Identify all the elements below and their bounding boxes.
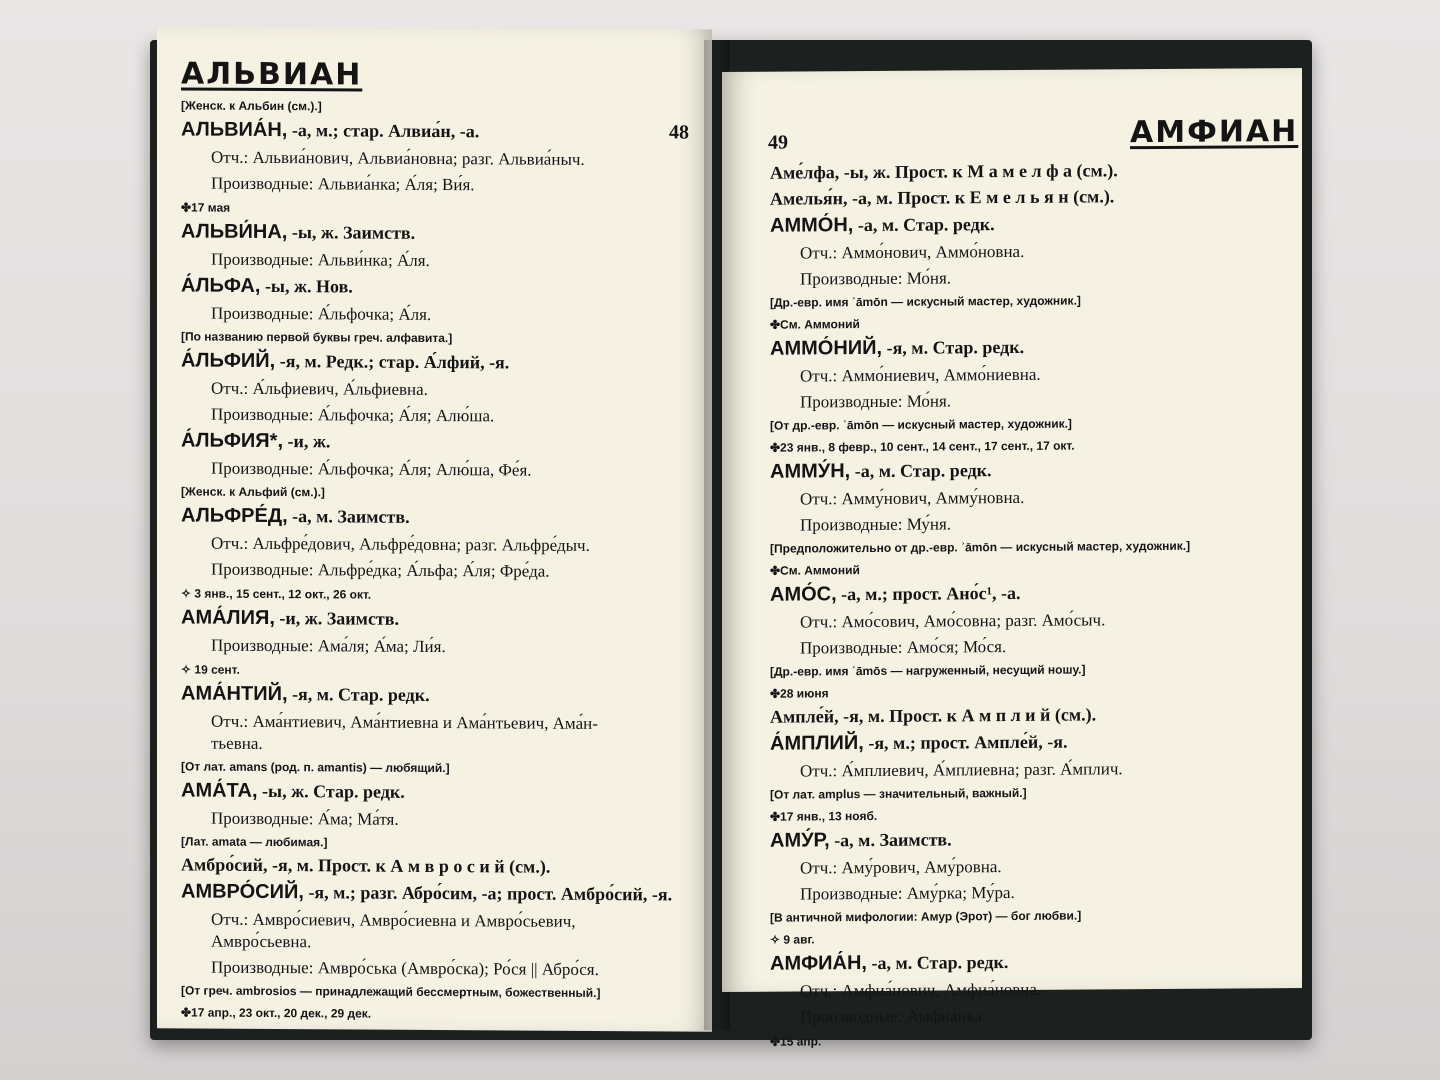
entry-detail-line: Производные: А́льфочка; А́ля; Алю́ша, Фе́я. xyxy=(211,458,532,480)
entry-detail-line: Производные: Альфре́дка; А́льфа; А́ля; Фре́да. xyxy=(211,559,550,581)
entry-grammar: -ы, ж. Стар. редк. xyxy=(257,780,405,802)
cross-reference-entry: Амбро́сий, -я, м. Прост. к А м в р о с и й (см.). xyxy=(181,854,551,877)
entry-grammar: -а, м.; стар. Алвиа́н, -а. xyxy=(287,120,480,142)
entry-headword-line xyxy=(181,430,701,453)
cross-reference-entry: Ампле́й, -я, м. Прост. к А м п л и й (см.). xyxy=(770,704,1097,727)
entry-grammar: -я, м.; разг. Абро́сим, -а; прост. Амбро́сий, -я. xyxy=(303,882,673,905)
cross-reference-entry: Амелья́н, -а, м. Прост. к Е м е л ь я н (см.). xyxy=(770,186,1115,209)
etymology-note: [Др.-евр. имя ʿāmōs — нагруженный, несущий ношу.] xyxy=(770,662,1086,679)
entry-grammar: -я, м. Стар. редк. xyxy=(882,336,1025,358)
entry-headword-line xyxy=(181,221,701,244)
cross-reference-entry: Аме́лфа, -ы, ж. Прост. к М а м е л ф а (см.). xyxy=(770,160,1118,183)
right-page-entries xyxy=(770,152,1290,1048)
entry-headword: АМА́ТА, xyxy=(181,779,258,802)
entry-detail-line: Производные: Аму́рка; Му́ра. xyxy=(800,882,1015,904)
entry-detail-line: Производные: Мо́ня. xyxy=(800,391,952,412)
right-page xyxy=(722,68,1302,1049)
etymology-note: [От лат. amans (род. п. amantis) — любящий.] xyxy=(181,759,450,776)
running-head-left: АЛЬВИАН xyxy=(181,56,363,93)
entry-detail-line: Отч.: Амфиа́нович, Амфиа́новна. xyxy=(800,979,1042,1001)
entry-grammar: -а, м. Стар. редк. xyxy=(867,952,1009,974)
name-day-dates: ✤23 янв., 8 февр., 10 сент., 14 сент., 17 сент., 17 окт. xyxy=(770,438,1075,455)
entry-detail-line: Отч.: Аммо́нович, Аммо́новна. xyxy=(800,241,1025,263)
entry-headword-line xyxy=(181,275,701,298)
name-day-dates: ✤28 июня xyxy=(770,686,829,701)
name-day-dates: ✤17 мая xyxy=(181,200,231,215)
entry-detail-line: Отч.: Амвро́сиевич, Амвро́сиевна и Амвро́сьевич, xyxy=(211,909,576,931)
entry-detail-line: Отч.: А́льфиевич, А́льфиевна. xyxy=(211,378,428,399)
etymology-note: [От лат. amplus — значительный, важный.] xyxy=(770,785,1027,802)
entry-detail-line: Производные: Амфиа́нка. xyxy=(800,1006,987,1027)
entry-detail-line: Отч.: Амму́нович, Амму́новна. xyxy=(800,487,1025,509)
entry-headword: АЛЬФРЕ́Д, xyxy=(181,504,288,528)
etymology-note: [Женск. к Альфий (см.).] xyxy=(181,484,325,500)
entry-grammar: -и, ж. Заимств. xyxy=(274,608,399,629)
entry-detail-line: Отч.: Амо́сович, Амо́совна; разг. Амо́сыч. xyxy=(800,610,1106,632)
entry-headword-line xyxy=(770,827,1290,851)
name-day-dates: ✧ 3 янв., 15 сент., 12 окт., 26 окт. xyxy=(181,586,372,602)
left-page-entries xyxy=(181,90,701,1021)
entry-grammar: -ы, ж. Заимств. xyxy=(287,222,416,243)
entry-grammar: -ы, ж. Нов. xyxy=(260,275,353,297)
entry-detail-line: Производные: Альвиа́нка; А́ля; Ви́я. xyxy=(211,173,475,195)
entry-headword-line xyxy=(181,119,701,142)
entry-headword-line xyxy=(770,212,1290,236)
entry-headword: АМФИА́Н, xyxy=(770,952,867,975)
etymology-note: [По названию первой буквы греч. алфавита.] xyxy=(181,329,453,346)
running-head-right: АМФИАН xyxy=(1130,114,1299,151)
entry-detail-line: Производные: Ама́ля; А́ма; Ли́я. xyxy=(211,635,446,657)
entry-detail-line: Отч.: Альфре́дович, Альфре́довна; разг. Альфре́дыч. xyxy=(211,533,590,555)
entry-detail-line: Отч.: Ама́нтиевич, Ама́нтиевна и Ама́нтьевич, Ама́н- xyxy=(211,711,598,733)
entry-headword-line xyxy=(770,581,1290,605)
entry-detail-line: Производные: Му́ня. xyxy=(800,514,952,535)
entry-detail-line: Производные: А́льфочка; А́ля; Алю́ша. xyxy=(211,404,495,426)
entry-detail-line: Отч.: Альвиа́нович, Альвиа́новна; разг. Альвиа́ныч. xyxy=(211,147,585,169)
entry-headword: АМА́НТИЙ, xyxy=(181,682,288,706)
entry-headword: А́ЛЬФИЯ*, xyxy=(181,429,284,453)
entry-headword-line xyxy=(181,607,701,630)
entry-headword-line xyxy=(770,730,1290,754)
name-day-dates: ✤17 апр., 23 окт., 20 дек., 29 дек. xyxy=(181,1005,372,1021)
entry-headword-line xyxy=(181,350,701,373)
entry-detail-line: Отч.: Аму́рович, Аму́ровна. xyxy=(800,857,1002,878)
entry-headword: АМО́С, xyxy=(770,583,837,606)
left-page xyxy=(157,26,712,1031)
entry-detail-line: Производные: Амвро́ська (Амвро́ска); Ро́ся || Абро́ся. xyxy=(211,957,599,980)
entry-detail-continuation: тьевна. xyxy=(211,733,263,753)
etymology-note: [Лат. amata — любимая.] xyxy=(181,834,328,850)
entry-headword: АММО́НИЙ, xyxy=(770,336,883,360)
entry-headword-line xyxy=(770,950,1290,974)
entry-grammar: -а, м. Заимств. xyxy=(829,829,952,851)
entry-headword: А́ЛЬФА, xyxy=(181,274,261,297)
entry-headword-line xyxy=(181,683,701,706)
entry-detail-continuation: Амвро́сьевна. xyxy=(211,931,312,952)
name-day-dates: ✤См. Аммоний xyxy=(770,563,860,578)
entry-detail-line: Производные: Мо́ня. xyxy=(800,268,952,289)
entry-headword: АМА́ЛИЯ, xyxy=(181,606,275,630)
entry-grammar: -я, м. Редк.; стар. А́лфий, -я. xyxy=(275,351,510,373)
entry-grammar: -я, м.; прост. Ампле́й, -я. xyxy=(863,731,1068,754)
entry-detail-line: Производные: А́льфочка; А́ля. xyxy=(211,303,432,324)
entry-headword: АМВРО́СИЙ, xyxy=(181,880,304,904)
entry-detail-line: Производные: Альви́нка; А́ля. xyxy=(211,249,430,270)
name-day-dates: ✧ 19 сент. xyxy=(181,662,240,677)
entry-headword: АЛЬВИ́НА, xyxy=(181,220,288,244)
entry-grammar: -а, м. Заимств. xyxy=(287,506,410,527)
entry-detail-line: Производные: Амо́ся; Мо́ся. xyxy=(800,637,1007,658)
page-number-left: 48 xyxy=(669,121,689,144)
name-day-dates: ✧ 9 авг. xyxy=(770,932,815,947)
etymology-note: [От греч. ambrosios — принадлежащий бессмертным, божественный.] xyxy=(181,983,601,1001)
entry-grammar: -я, м. Стар. редк. xyxy=(287,684,430,705)
entry-headword-line xyxy=(770,458,1290,482)
entry-detail-line: Отч.: А́мплиевич, А́мплиевна; разг. А́мплич. xyxy=(800,759,1123,781)
entry-headword-line xyxy=(181,881,701,904)
entry-grammar: -а, м. Стар. редк. xyxy=(853,214,995,236)
etymology-note: [В античной мифологии: Амур (Эрот) — бог любви.] xyxy=(770,908,1082,925)
page-number-right: 49 xyxy=(768,131,788,154)
name-day-dates: ✤17 янв., 13 нояб. xyxy=(770,808,878,824)
entry-grammar: -а, м. Стар. редк. xyxy=(850,460,992,482)
entry-headword: А́ЛЬФИЙ, xyxy=(181,349,276,373)
entry-headword-line xyxy=(770,335,1290,359)
name-day-dates: ✤15 апр. xyxy=(770,1034,822,1049)
entry-grammar: -и, ж. xyxy=(283,431,331,452)
entry-headword-line xyxy=(181,505,701,528)
entry-headword: АМУ́Р, xyxy=(770,829,830,852)
etymology-note: [От др.-евр. ʾāmōn — искусный мастер, художник.] xyxy=(770,416,1072,433)
entry-headword-line xyxy=(181,780,701,803)
entry-detail-line: Производные: А́ма; Ма́тя. xyxy=(211,808,399,829)
etymology-note: [Женск. к Альбин (см.).] xyxy=(181,98,322,114)
entry-detail-line: Отч.: Аммо́ниевич, Аммо́ниевна. xyxy=(800,364,1041,386)
entry-headword: А́МПЛИЙ, xyxy=(770,732,864,755)
entry-headword: АММУ́Н, xyxy=(770,460,851,483)
etymology-note: [Др.-евр. имя ʾāmōn — искусный мастер, художник.] xyxy=(770,293,1081,310)
entry-headword: АЛЬВИА́Н, xyxy=(181,118,288,142)
entry-headword: АММО́Н, xyxy=(770,214,854,237)
name-day-dates: ✤См. Аммоний xyxy=(770,317,860,332)
entry-grammar: -а, м.; прост. Ано́с¹, -а. xyxy=(836,582,1021,605)
etymology-note: [Предположительно от др.-евр. ʾāmōn — искусный мастер, художник.] xyxy=(770,538,1191,556)
